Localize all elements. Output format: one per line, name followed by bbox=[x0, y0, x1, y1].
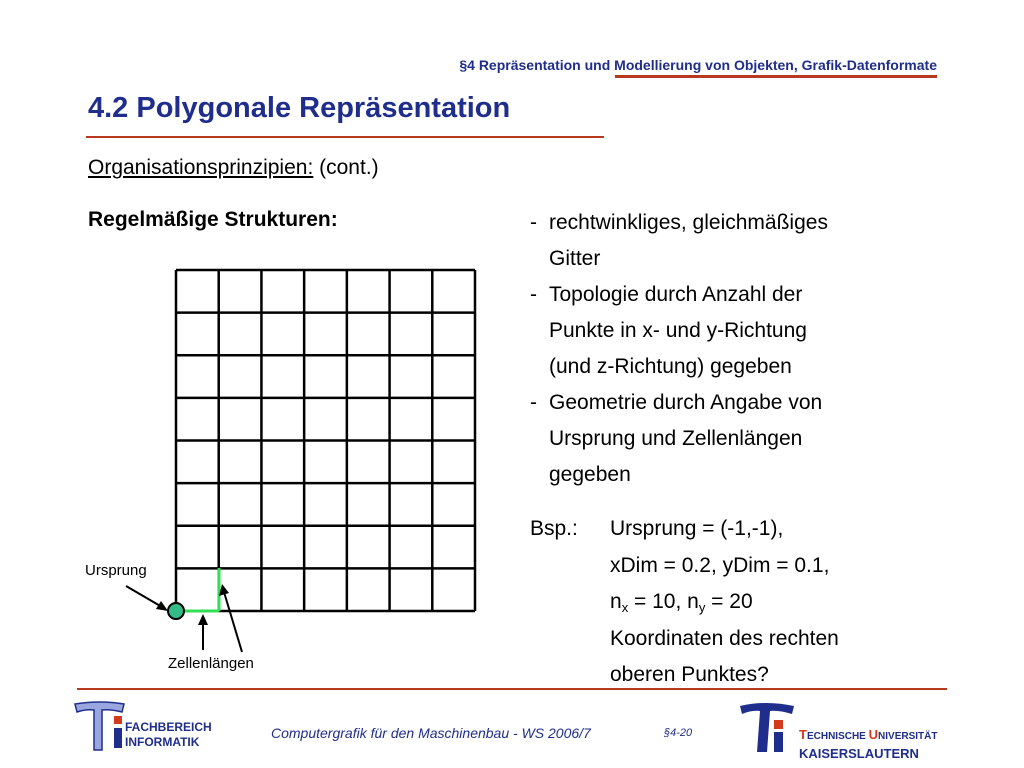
example-line: Ursprung = (-1,-1), bbox=[610, 517, 784, 540]
cell-arrow-1-head bbox=[198, 614, 208, 625]
bullet-line: gegeben bbox=[549, 463, 631, 486]
footer-rule bbox=[77, 688, 947, 690]
tu-line-1 bbox=[799, 726, 937, 745]
cell-arrow-2 bbox=[224, 592, 242, 652]
bullet-dash: - bbox=[530, 391, 537, 414]
subtitle-rest: (cont.) bbox=[313, 156, 379, 179]
example-label: Bsp.: bbox=[530, 517, 578, 540]
tu-line-2: KAISERSLAUTERN bbox=[799, 746, 919, 761]
bullet-line: Geometrie durch Angabe von bbox=[549, 391, 823, 414]
origin-point bbox=[168, 603, 184, 619]
bullet-line: (und z-Richtung) gegeben bbox=[549, 355, 792, 378]
fachbereich-line: FACHBEREICH bbox=[125, 720, 212, 734]
bullet-line: Topologie durch Anzahl der bbox=[549, 283, 803, 306]
bullet-line: Gitter bbox=[549, 247, 601, 270]
example-line: Koordinaten des rechten bbox=[610, 626, 839, 650]
bullet-dash: - bbox=[530, 211, 537, 234]
subtitle-underlined: Organisationsprinzipien: bbox=[88, 156, 314, 179]
section-heading: Regelmäßige Strukturen: bbox=[88, 208, 338, 231]
ny-value: = 20 bbox=[705, 590, 753, 613]
tu-logo-text bbox=[799, 726, 937, 762]
chapter-header: §4 Repräsentation und Modellierung von Objekten, Grafik-Datenformate bbox=[459, 57, 937, 73]
nx-subscript: x bbox=[621, 600, 629, 615]
informatik-line: INFORMATIK bbox=[125, 735, 200, 749]
tu-letter-u: U bbox=[868, 727, 879, 742]
tu-letter-t: T bbox=[799, 727, 807, 742]
grid-lines bbox=[176, 270, 475, 611]
origin-arrow-head bbox=[156, 601, 168, 611]
page-number: §4-20 bbox=[664, 727, 693, 739]
bullet-line: Punkte in x- und y-Richtung bbox=[549, 319, 807, 342]
example-line: oberen Punktes? bbox=[610, 663, 769, 686]
bullet-dash: - bbox=[530, 283, 537, 306]
ny-subscript: y bbox=[698, 600, 706, 615]
fachbereich-logo-icon bbox=[72, 698, 132, 758]
fachbereich-logo-text bbox=[125, 720, 212, 750]
example-line: xDim = 0.2, yDim = 0.1, bbox=[610, 553, 830, 577]
origin-arrow bbox=[126, 586, 162, 607]
tu-niversitaet: NIVERSITÄT bbox=[878, 731, 938, 742]
tu-echnische: ECHNISCHE bbox=[806, 731, 869, 742]
bullet-line: Ursprung und Zellenlängen bbox=[549, 427, 803, 450]
slide-title: 4.2 Polygonale Repräsentation bbox=[88, 92, 511, 124]
tu-logo-icon bbox=[738, 698, 798, 758]
bullet-line: rechtwinkliges, gleichmäßiges bbox=[549, 211, 828, 234]
n-letter: n bbox=[610, 590, 622, 613]
origin-label: Ursprung bbox=[85, 562, 147, 579]
nx-value: = 10, n bbox=[628, 590, 699, 613]
course-name: Computergrafik für den Maschinenbau - WS 2006/7 bbox=[271, 725, 591, 741]
cell-length-label: Zellenlängen bbox=[168, 655, 254, 672]
